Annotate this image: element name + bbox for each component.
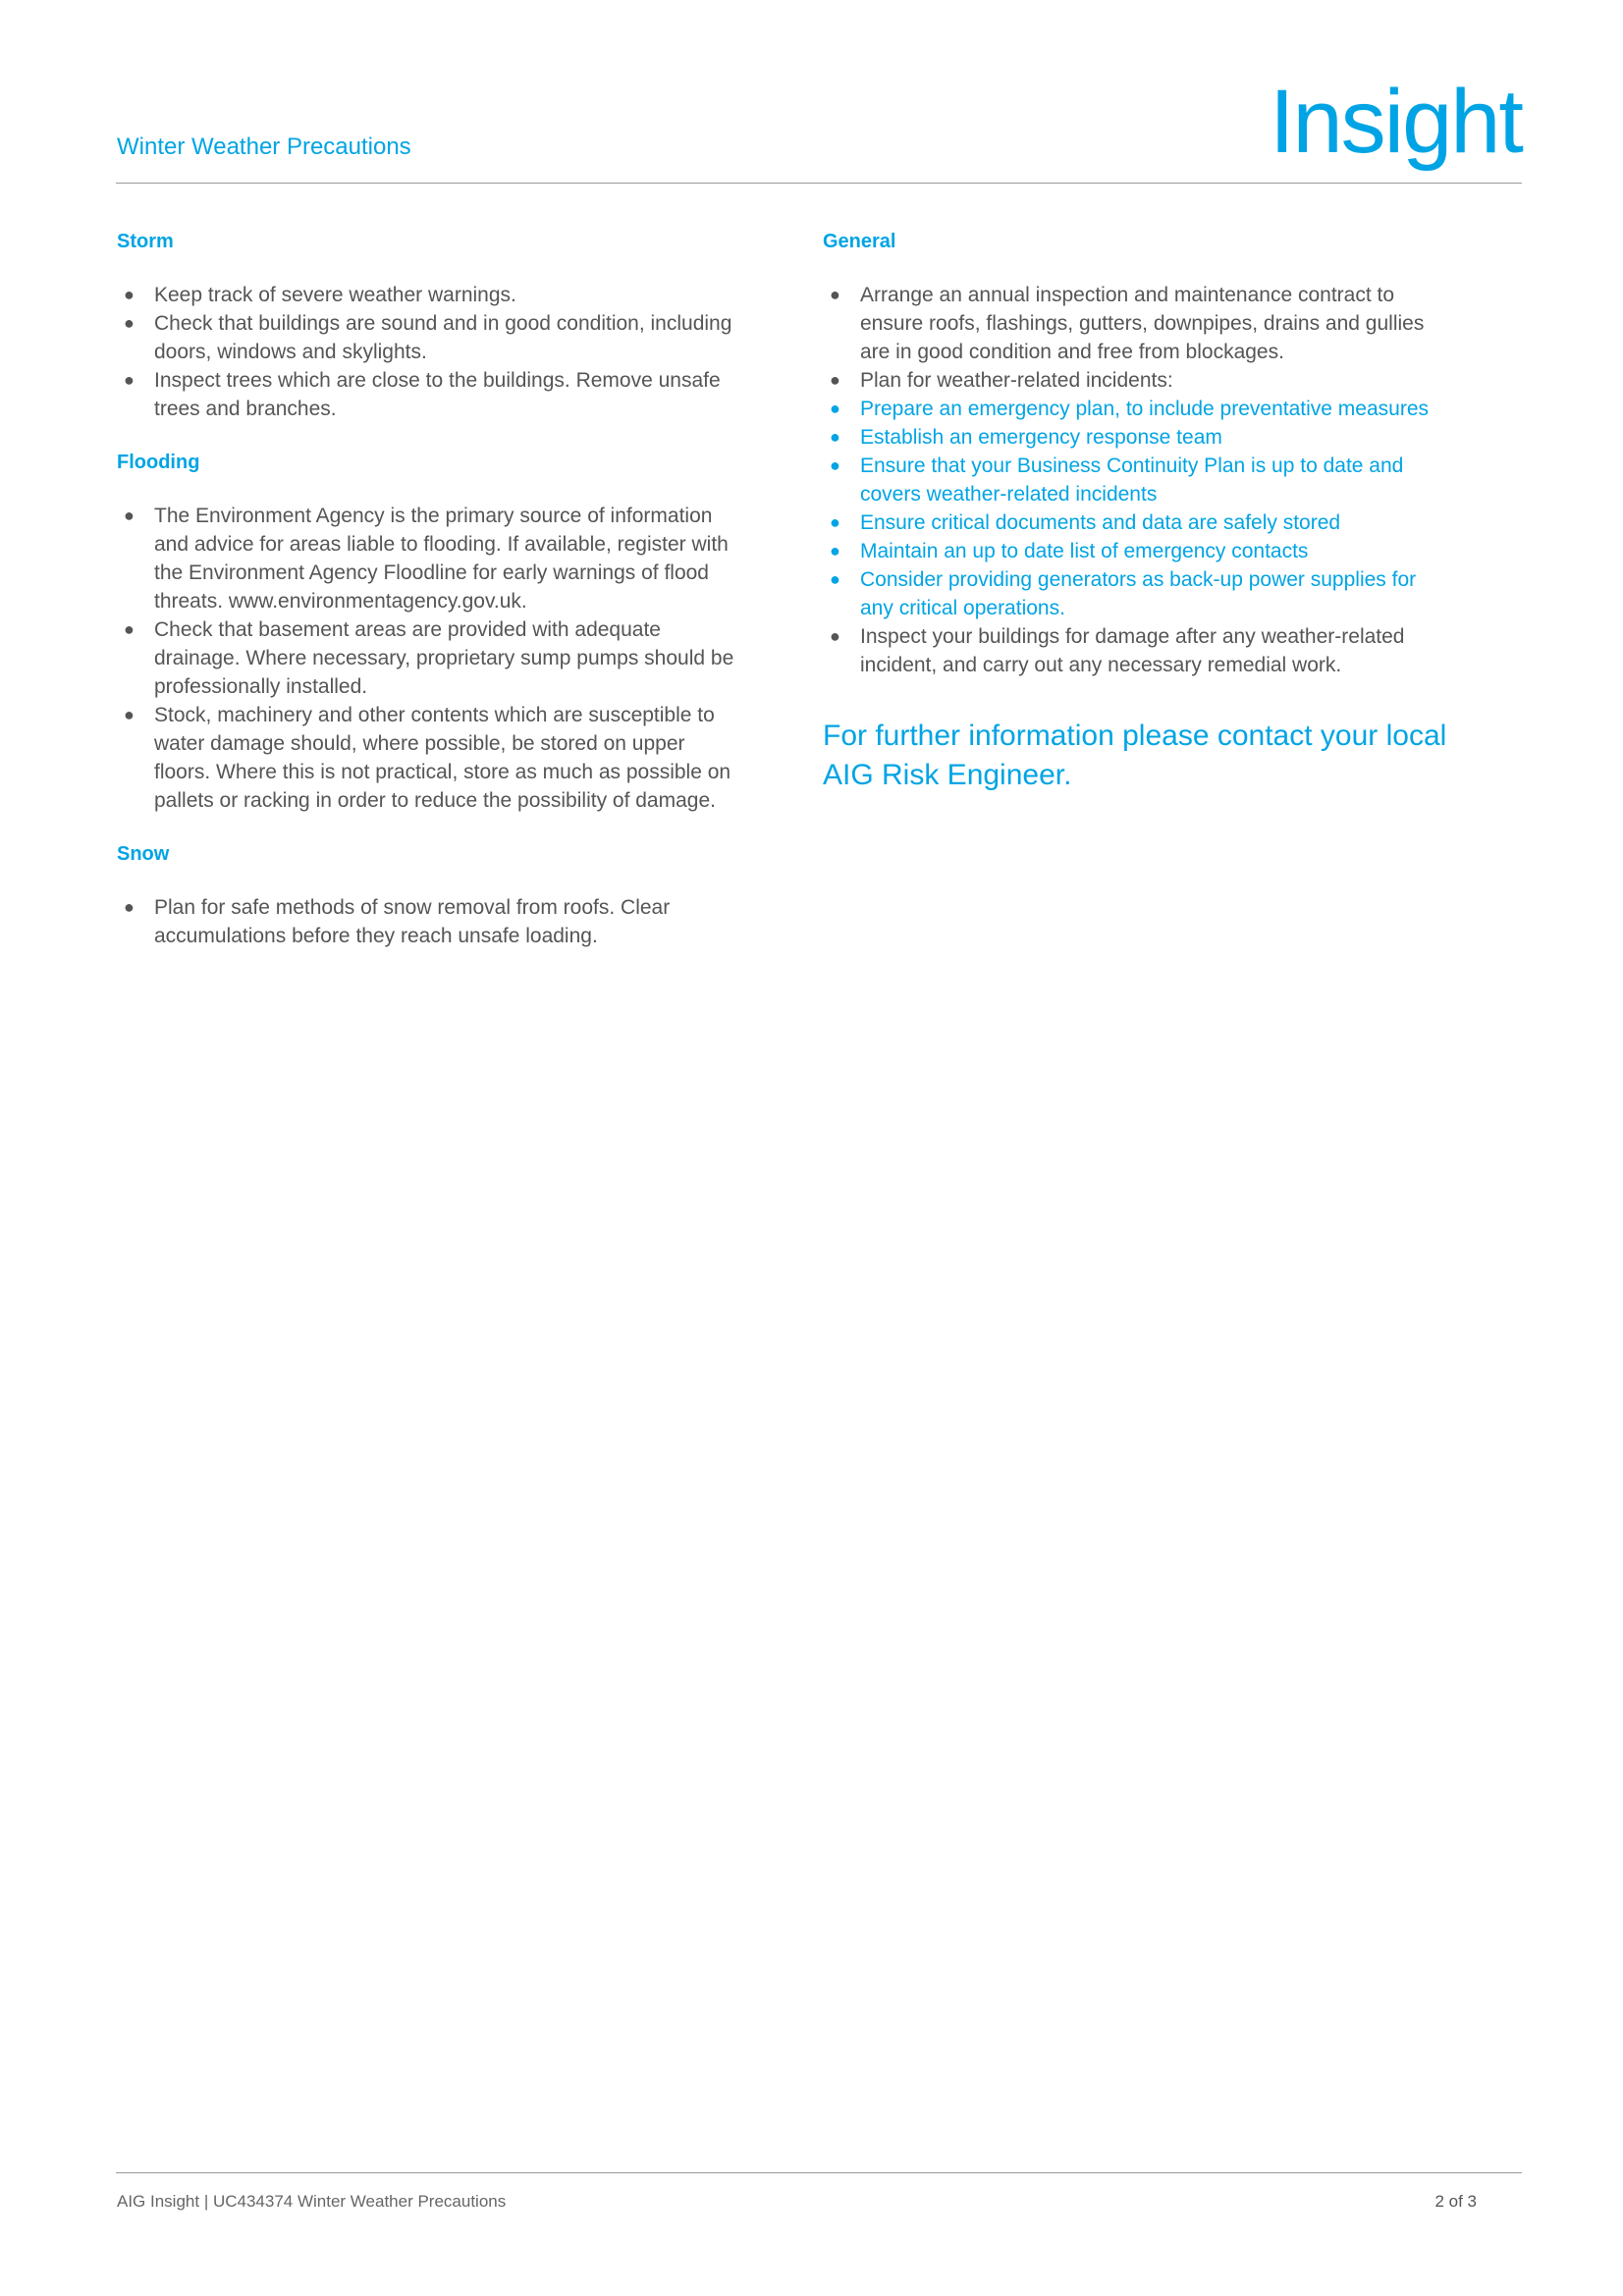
list-item: ● Plan for weather-related incidents: — [823, 366, 1451, 395]
list-item: ● Check that basement areas are provided with adequate drainage. Where necessary, proprietary sump pumps should be professionally installed. — [117, 615, 745, 701]
bullet-icon: ● — [830, 569, 840, 589]
general-heading: General — [823, 231, 896, 252]
bullet-icon: ● — [124, 619, 135, 639]
flooding-section — [117, 449, 745, 815]
bullet-icon: ● — [124, 370, 135, 390]
flooding-heading: Flooding — [117, 452, 200, 473]
bullet-icon: ● — [830, 626, 840, 646]
list-item: ● Inspect trees which are close to the buildings. Remove unsafe trees and branches. — [117, 366, 745, 423]
list-item: ● Keep track of severe weather warnings. — [117, 281, 745, 309]
brand-logo-text: Insight — [1269, 72, 1522, 172]
sub-list-item: ● Establish an emergency response team — [823, 423, 1451, 452]
bullet-icon: ● — [124, 897, 135, 917]
header-divider — [116, 183, 1522, 184]
sub-list-item: ● Consider providing generators as back-up power supplies for any critical operations. — [823, 565, 1451, 622]
snow-heading: Snow — [117, 843, 170, 865]
page-number: 2 of 3 — [1434, 2192, 1477, 2211]
snow-section — [117, 840, 745, 950]
contact-note: For further information please contact your local AIG Risk Engineer. — [823, 720, 1447, 791]
bullet-icon: ● — [830, 370, 840, 390]
storm-section — [117, 228, 745, 423]
bullet-icon: ● — [124, 285, 135, 304]
footer-document-reference: AIG Insight | UC434374 Winter Weather Precautions — [117, 2192, 507, 2211]
bullet-icon: ● — [830, 427, 840, 447]
bullet-icon: ● — [830, 512, 840, 532]
sub-list-item: ● Maintain an up to date list of emergency contacts — [823, 537, 1451, 565]
sub-list-item: ● Prepare an emergency plan, to include preventative measures — [823, 395, 1451, 423]
list-item: ● The Environment Agency is the primary source of information and advice for areas liable to flooding. If available, register with the Environment Agency Floodline for early warnings of flood threats. www.environmentagency.gov.uk. — [117, 502, 745, 615]
list-item: ● Check that buildings are sound and in good condition, including doors, windows and skylights. — [117, 309, 745, 366]
bullet-icon: ● — [830, 285, 840, 304]
footer-divider — [116, 2172, 1522, 2173]
sub-list-item: ● Ensure that your Business Continuity Plan is up to date and covers weather-related incidents — [823, 452, 1451, 508]
storm-heading: Storm — [117, 231, 174, 252]
bullet-icon: ● — [124, 313, 135, 333]
bullet-icon: ● — [124, 705, 135, 724]
bullet-icon: ● — [830, 399, 840, 418]
list-item: ● Arrange an annual inspection and maintenance contract to ensure roofs, flashings, gutters, downpipes, drains and gullies are in good condition and free from blockages. — [823, 281, 1451, 366]
bullet-icon: ● — [830, 541, 840, 561]
list-item: ● Stock, machinery and other contents which are susceptible to water damage should, where possible, be stored on upper floors. Where this is not practical, store as much as possible on pallets or racking in order to reduce the possibility of damage. — [117, 701, 745, 815]
sub-list-item: ● Ensure critical documents and data are safely stored — [823, 508, 1451, 537]
document-subtitle: Winter Weather Precautions — [117, 133, 411, 160]
general-section — [823, 228, 1451, 679]
right-column — [823, 228, 1451, 795]
list-item: ● Inspect your buildings for damage after any weather-related incident, and carry out any necessary remedial work. — [823, 622, 1451, 679]
bullet-icon: ● — [124, 506, 135, 525]
left-column — [117, 228, 745, 950]
bullet-icon: ● — [830, 455, 840, 475]
list-item: ● Plan for safe methods of snow removal from roofs. Clear accumulations before they reach unsafe loading. — [117, 893, 745, 950]
incident-plan-sublist — [823, 395, 1451, 622]
